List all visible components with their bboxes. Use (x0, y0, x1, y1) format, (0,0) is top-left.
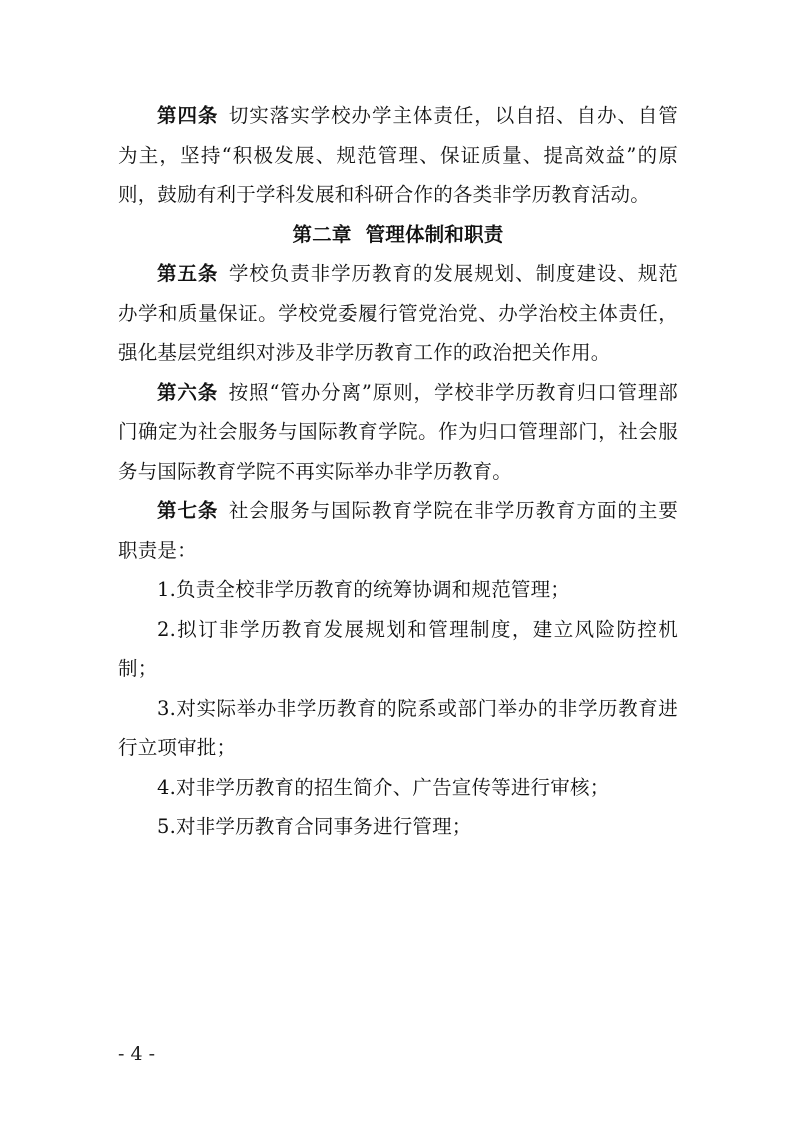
article-4 (118, 96, 678, 215)
article-5-text: 学校负责非学历教育的发展规划、制度建设、规范办学和质量保证。学校党委履行管党治党、办学治校主体责任，强化基层党组织对涉及非学历教育工作的政治把关作用。 (118, 262, 678, 364)
article-7-label: 第七条 (157, 499, 219, 522)
article-7-item-3: 3.对实际举办非学历教育的院系或部门举办的非学历教育进行立项审批； (118, 696, 678, 759)
article-7-text: 社会服务与国际教育学院在非学历教育方面的主要职责是： (118, 499, 678, 562)
article-6 (118, 373, 678, 492)
article-5 (118, 254, 678, 373)
article-7-item-1: 1.负责全校非学历教育的统筹协调和规范管理； (157, 578, 571, 601)
article-6-text: 按照“管办分离”原则，学校非学历教育归口管理部门确定为社会服务与国际教育学院。作为归口管理部门，社会服务与国际教育学院不再实际举办非学历教育。 (118, 380, 678, 483)
article-7-item-4: 4.对非学历教育的招生简介、广告宣传等进行审核； (157, 775, 610, 799)
chapter-heading: 第二章 管理体制和职责 (292, 222, 504, 246)
article-7 (118, 491, 678, 570)
page-number: - 4 - (118, 1043, 156, 1065)
article-7-item-2: 2.拟订非学历教育发展规划和管理制度，建立风险防控机制； (118, 617, 678, 680)
document-body (118, 96, 678, 847)
article-6-label: 第六条 (157, 380, 219, 404)
article-7-item-5: 5.对非学历教育合同事务进行管理； (157, 815, 472, 838)
article-4-text: 切实落实学校办学主体责任，以自招、自办、自管为主，坚持“积极发展、规范管理、保证质量、提高效益”的原则，鼓励有利于学科发展和科研合作的各类非学历教育活动。 (118, 104, 678, 206)
article-5-label: 第五条 (157, 262, 219, 285)
article-4-label: 第四条 (157, 104, 219, 127)
